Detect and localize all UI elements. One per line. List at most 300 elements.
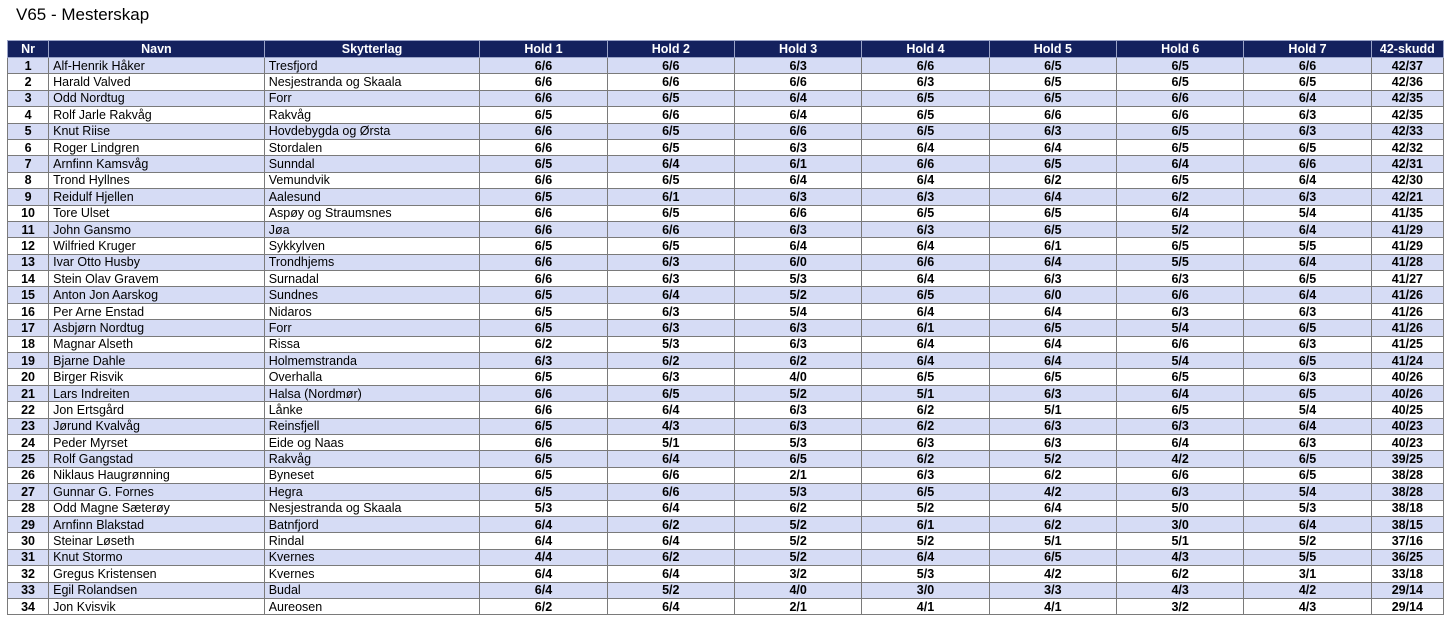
cell-hold-3: 6/3: [734, 58, 861, 74]
cell-skytterlag: Jøa: [264, 221, 480, 237]
table-row: [8, 353, 1444, 369]
cell-skytterlag: Trondhjems: [264, 254, 480, 270]
cell-hold-3: 3/2: [734, 566, 861, 582]
cell-hold-3: 6/3: [734, 320, 861, 336]
cell-nr: 26: [8, 467, 49, 483]
cell-navn: Jon Ertsgård: [49, 402, 265, 418]
cell-navn: Egil Rolandsen: [49, 582, 265, 598]
cell-hold-2: 6/5: [607, 139, 734, 155]
cell-hold-4: 6/6: [862, 254, 989, 270]
cell-hold-3: 5/3: [734, 271, 861, 287]
cell-navn: Trond Hyllnes: [49, 172, 265, 188]
cell-total: 41/29: [1371, 238, 1443, 254]
cell-hold-1: 6/6: [480, 90, 607, 106]
cell-nr: 9: [8, 189, 49, 205]
cell-hold-7: 6/5: [1244, 320, 1371, 336]
cell-hold-5: 6/4: [989, 303, 1116, 319]
cell-hold-7: 4/3: [1244, 598, 1371, 614]
cell-hold-5: 5/1: [989, 533, 1116, 549]
cell-navn: Anton Jon Aarskog: [49, 287, 265, 303]
cell-hold-1: 6/2: [480, 598, 607, 614]
cell-hold-1: 6/5: [480, 320, 607, 336]
cell-total: 41/26: [1371, 287, 1443, 303]
cell-hold-2: 6/3: [607, 271, 734, 287]
cell-hold-3: 6/4: [734, 107, 861, 123]
cell-hold-4: 6/3: [862, 467, 989, 483]
cell-hold-5: 6/3: [989, 123, 1116, 139]
cell-hold-1: 6/4: [480, 566, 607, 582]
cell-hold-1: 6/6: [480, 123, 607, 139]
cell-total: 41/35: [1371, 205, 1443, 221]
table-row: [8, 58, 1444, 74]
cell-total: 36/25: [1371, 549, 1443, 565]
cell-hold-3: 4/0: [734, 369, 861, 385]
cell-hold-6: 6/4: [1117, 434, 1244, 450]
cell-hold-1: 6/5: [480, 369, 607, 385]
cell-skytterlag: Rindal: [264, 533, 480, 549]
cell-skytterlag: Aspøy og Straumsnes: [264, 205, 480, 221]
cell-hold-6: 6/5: [1117, 172, 1244, 188]
cell-hold-2: 6/1: [607, 189, 734, 205]
cell-skytterlag: Forr: [264, 320, 480, 336]
cell-total: 41/28: [1371, 254, 1443, 270]
cell-nr: 21: [8, 385, 49, 401]
cell-skytterlag: Eide og Naas: [264, 434, 480, 450]
cell-hold-6: 6/6: [1117, 107, 1244, 123]
cell-hold-5: 5/2: [989, 451, 1116, 467]
cell-skytterlag: Budal: [264, 582, 480, 598]
cell-nr: 12: [8, 238, 49, 254]
cell-hold-7: 6/5: [1244, 271, 1371, 287]
cell-navn: Jørund Kvalvåg: [49, 418, 265, 434]
table-row: [8, 516, 1444, 532]
cell-hold-6: 5/1: [1117, 533, 1244, 549]
cell-nr: 31: [8, 549, 49, 565]
cell-navn: Birger Risvik: [49, 369, 265, 385]
cell-hold-7: 3/1: [1244, 566, 1371, 582]
cell-navn: Bjarne Dahle: [49, 353, 265, 369]
cell-hold-7: 6/5: [1244, 139, 1371, 155]
cell-navn: Asbjørn Nordtug: [49, 320, 265, 336]
cell-hold-4: 6/6: [862, 58, 989, 74]
table-row: [8, 271, 1444, 287]
cell-navn: Rolf Gangstad: [49, 451, 265, 467]
cell-hold-1: 6/6: [480, 221, 607, 237]
cell-hold-4: 6/5: [862, 123, 989, 139]
cell-hold-5: 6/0: [989, 287, 1116, 303]
cell-hold-5: 6/4: [989, 353, 1116, 369]
cell-total: 37/16: [1371, 533, 1443, 549]
cell-skytterlag: Reinsfjell: [264, 418, 480, 434]
cell-hold-1: 6/6: [480, 172, 607, 188]
cell-nr: 24: [8, 434, 49, 450]
cell-hold-7: 6/3: [1244, 189, 1371, 205]
cell-total: 40/25: [1371, 402, 1443, 418]
cell-hold-2: 6/5: [607, 123, 734, 139]
table-row: [8, 451, 1444, 467]
table-row: [8, 582, 1444, 598]
cell-hold-3: 4/0: [734, 582, 861, 598]
table-row: [8, 107, 1444, 123]
cell-navn: Jon Kvisvik: [49, 598, 265, 614]
cell-nr: 23: [8, 418, 49, 434]
cell-hold-3: 5/3: [734, 434, 861, 450]
cell-hold-2: 6/5: [607, 90, 734, 106]
cell-total: 39/25: [1371, 451, 1443, 467]
cell-hold-4: 5/2: [862, 533, 989, 549]
cell-hold-4: 6/5: [862, 90, 989, 106]
cell-hold-6: 6/3: [1117, 271, 1244, 287]
cell-hold-6: 6/3: [1117, 303, 1244, 319]
cell-hold-2: 6/6: [607, 484, 734, 500]
cell-skytterlag: Lånke: [264, 402, 480, 418]
cell-hold-6: 6/5: [1117, 402, 1244, 418]
cell-hold-1: 6/6: [480, 139, 607, 155]
cell-nr: 1: [8, 58, 49, 74]
cell-nr: 14: [8, 271, 49, 287]
cell-nr: 13: [8, 254, 49, 270]
cell-navn: Gunnar G. Fornes: [49, 484, 265, 500]
cell-hold-3: 5/2: [734, 549, 861, 565]
cell-total: 29/14: [1371, 582, 1443, 598]
cell-hold-4: 6/3: [862, 434, 989, 450]
cell-nr: 16: [8, 303, 49, 319]
cell-hold-2: 6/4: [607, 566, 734, 582]
cell-total: 42/35: [1371, 107, 1443, 123]
table-row: [8, 467, 1444, 483]
cell-hold-7: 6/5: [1244, 467, 1371, 483]
cell-skytterlag: Nesjestranda og Skaala: [264, 500, 480, 516]
cell-nr: 30: [8, 533, 49, 549]
cell-hold-7: 6/5: [1244, 74, 1371, 90]
cell-total: 42/35: [1371, 90, 1443, 106]
cell-hold-2: 6/6: [607, 221, 734, 237]
header-hold-2: Hold 2: [607, 41, 734, 58]
cell-hold-4: 5/1: [862, 385, 989, 401]
table-header: [8, 41, 1444, 58]
cell-hold-3: 6/0: [734, 254, 861, 270]
cell-hold-3: 6/4: [734, 238, 861, 254]
cell-navn: Rolf Jarle Rakvåg: [49, 107, 265, 123]
cell-hold-7: 5/4: [1244, 205, 1371, 221]
cell-hold-7: 6/3: [1244, 107, 1371, 123]
table-row: [8, 336, 1444, 352]
cell-navn: Arnfinn Kamsvåg: [49, 156, 265, 172]
cell-hold-7: 6/4: [1244, 90, 1371, 106]
cell-skytterlag: Byneset: [264, 467, 480, 483]
cell-navn: Steinar Løseth: [49, 533, 265, 549]
cell-hold-5: 6/4: [989, 500, 1116, 516]
cell-hold-4: 4/1: [862, 598, 989, 614]
cell-hold-4: 6/4: [862, 336, 989, 352]
cell-hold-7: 6/3: [1244, 434, 1371, 450]
cell-hold-1: 6/5: [480, 156, 607, 172]
header-hold-6: Hold 6: [1117, 41, 1244, 58]
cell-hold-5: 6/5: [989, 205, 1116, 221]
cell-hold-2: 6/6: [607, 58, 734, 74]
cell-hold-2: 5/3: [607, 336, 734, 352]
cell-hold-4: 6/1: [862, 320, 989, 336]
cell-navn: Per Arne Enstad: [49, 303, 265, 319]
cell-hold-5: 6/5: [989, 58, 1116, 74]
cell-hold-2: 6/4: [607, 533, 734, 549]
cell-hold-4: 6/5: [862, 107, 989, 123]
cell-hold-2: 4/3: [607, 418, 734, 434]
cell-hold-1: 6/6: [480, 434, 607, 450]
cell-total: 42/32: [1371, 139, 1443, 155]
cell-total: 42/31: [1371, 156, 1443, 172]
cell-hold-2: 6/4: [607, 402, 734, 418]
cell-skytterlag: Hovdebygda og Ørsta: [264, 123, 480, 139]
cell-navn: Wilfried Kruger: [49, 238, 265, 254]
cell-hold-7: 6/6: [1244, 58, 1371, 74]
cell-hold-3: 6/3: [734, 402, 861, 418]
cell-total: 41/27: [1371, 271, 1443, 287]
cell-hold-6: 5/4: [1117, 320, 1244, 336]
cell-nr: 17: [8, 320, 49, 336]
cell-hold-1: 6/6: [480, 205, 607, 221]
cell-hold-6: 5/5: [1117, 254, 1244, 270]
cell-hold-2: 6/3: [607, 254, 734, 270]
cell-hold-6: 6/6: [1117, 90, 1244, 106]
cell-skytterlag: Rakvåg: [264, 451, 480, 467]
cell-hold-2: 6/6: [607, 467, 734, 483]
cell-total: 41/26: [1371, 320, 1443, 336]
cell-nr: 10: [8, 205, 49, 221]
cell-hold-6: 4/3: [1117, 582, 1244, 598]
cell-hold-6: 6/3: [1117, 418, 1244, 434]
table-row: [8, 484, 1444, 500]
cell-total: 33/18: [1371, 566, 1443, 582]
cell-nr: 33: [8, 582, 49, 598]
cell-hold-5: 5/1: [989, 402, 1116, 418]
cell-hold-1: 6/6: [480, 74, 607, 90]
cell-hold-6: 6/5: [1117, 74, 1244, 90]
cell-navn: Lars Indreiten: [49, 385, 265, 401]
header-nr: Nr: [8, 41, 49, 58]
table-row: [8, 402, 1444, 418]
cell-nr: 2: [8, 74, 49, 90]
cell-hold-6: 6/4: [1117, 205, 1244, 221]
cell-hold-3: 5/4: [734, 303, 861, 319]
cell-hold-6: 6/4: [1117, 385, 1244, 401]
cell-hold-7: 5/3: [1244, 500, 1371, 516]
cell-hold-5: 6/3: [989, 418, 1116, 434]
cell-hold-6: 5/2: [1117, 221, 1244, 237]
cell-hold-7: 5/5: [1244, 238, 1371, 254]
cell-hold-2: 6/5: [607, 172, 734, 188]
cell-navn: Alf-Henrik Håker: [49, 58, 265, 74]
cell-hold-3: 6/6: [734, 205, 861, 221]
cell-hold-4: 6/4: [862, 172, 989, 188]
cell-hold-3: 6/3: [734, 418, 861, 434]
cell-hold-1: 6/4: [480, 516, 607, 532]
table-row: [8, 74, 1444, 90]
cell-hold-2: 6/4: [607, 598, 734, 614]
table-body: [8, 58, 1444, 615]
cell-hold-4: 6/4: [862, 353, 989, 369]
cell-hold-7: 5/2: [1244, 533, 1371, 549]
cell-skytterlag: Vemundvik: [264, 172, 480, 188]
cell-navn: Niklaus Haugrønning: [49, 467, 265, 483]
cell-hold-7: 6/4: [1244, 254, 1371, 270]
cell-skytterlag: Rakvåg: [264, 107, 480, 123]
cell-hold-2: 6/4: [607, 451, 734, 467]
table-row: [8, 320, 1444, 336]
cell-hold-2: 6/2: [607, 516, 734, 532]
table-row: [8, 549, 1444, 565]
cell-hold-1: 6/5: [480, 287, 607, 303]
cell-skytterlag: Kvernes: [264, 566, 480, 582]
cell-total: 40/26: [1371, 369, 1443, 385]
table-row: [8, 172, 1444, 188]
cell-hold-3: 2/1: [734, 598, 861, 614]
header-total: 42-skudd: [1371, 41, 1443, 58]
table-row: [8, 385, 1444, 401]
cell-hold-5: 6/6: [989, 107, 1116, 123]
cell-navn: Reidulf Hjellen: [49, 189, 265, 205]
cell-hold-3: 6/3: [734, 336, 861, 352]
cell-skytterlag: Halsa (Nordmør): [264, 385, 480, 401]
cell-hold-2: 6/2: [607, 353, 734, 369]
cell-hold-6: 6/6: [1117, 336, 1244, 352]
cell-hold-5: 4/2: [989, 566, 1116, 582]
header-skytterlag: Skytterlag: [264, 41, 480, 58]
cell-hold-6: 5/4: [1117, 353, 1244, 369]
header-hold-1: Hold 1: [480, 41, 607, 58]
cell-hold-6: 3/2: [1117, 598, 1244, 614]
cell-hold-3: 6/3: [734, 189, 861, 205]
cell-hold-2: 6/5: [607, 385, 734, 401]
cell-hold-5: 6/4: [989, 189, 1116, 205]
cell-hold-2: 6/2: [607, 549, 734, 565]
cell-hold-1: 6/5: [480, 418, 607, 434]
cell-hold-4: 6/5: [862, 205, 989, 221]
cell-hold-5: 6/5: [989, 369, 1116, 385]
cell-navn: Gregus Kristensen: [49, 566, 265, 582]
cell-hold-1: 6/5: [480, 238, 607, 254]
cell-hold-6: 6/3: [1117, 484, 1244, 500]
cell-hold-1: 6/5: [480, 451, 607, 467]
cell-navn: Harald Valved: [49, 74, 265, 90]
cell-total: 38/28: [1371, 467, 1443, 483]
cell-hold-3: 6/1: [734, 156, 861, 172]
cell-total: 42/30: [1371, 172, 1443, 188]
cell-hold-6: 6/2: [1117, 189, 1244, 205]
cell-hold-5: 6/3: [989, 434, 1116, 450]
cell-hold-1: 5/3: [480, 500, 607, 516]
cell-hold-6: 6/6: [1117, 287, 1244, 303]
header-hold-3: Hold 3: [734, 41, 861, 58]
table-row: [8, 139, 1444, 155]
cell-hold-7: 6/3: [1244, 336, 1371, 352]
cell-hold-5: 6/2: [989, 172, 1116, 188]
cell-hold-3: 6/6: [734, 74, 861, 90]
cell-skytterlag: Aureosen: [264, 598, 480, 614]
cell-hold-1: 6/4: [480, 533, 607, 549]
cell-hold-2: 6/5: [607, 205, 734, 221]
cell-total: 41/29: [1371, 221, 1443, 237]
cell-hold-4: 6/3: [862, 221, 989, 237]
cell-nr: 19: [8, 353, 49, 369]
cell-hold-7: 6/4: [1244, 287, 1371, 303]
cell-hold-4: 6/2: [862, 451, 989, 467]
cell-hold-1: 6/2: [480, 336, 607, 352]
table-row: [8, 238, 1444, 254]
cell-total: 40/26: [1371, 385, 1443, 401]
cell-hold-3: 6/2: [734, 500, 861, 516]
cell-total: 40/23: [1371, 434, 1443, 450]
cell-hold-1: 6/6: [480, 271, 607, 287]
cell-hold-4: 5/3: [862, 566, 989, 582]
header-hold-5: Hold 5: [989, 41, 1116, 58]
cell-hold-2: 6/6: [607, 107, 734, 123]
cell-hold-4: 6/3: [862, 74, 989, 90]
cell-hold-5: 6/5: [989, 90, 1116, 106]
cell-nr: 3: [8, 90, 49, 106]
cell-skytterlag: Surnadal: [264, 271, 480, 287]
cell-nr: 20: [8, 369, 49, 385]
table-row: [8, 533, 1444, 549]
cell-navn: Roger Lindgren: [49, 139, 265, 155]
table-row: [8, 598, 1444, 614]
cell-nr: 18: [8, 336, 49, 352]
cell-total: 41/26: [1371, 303, 1443, 319]
cell-hold-4: 6/4: [862, 303, 989, 319]
cell-hold-2: 6/4: [607, 500, 734, 516]
cell-hold-1: 6/6: [480, 58, 607, 74]
cell-hold-4: 3/0: [862, 582, 989, 598]
table-row: [8, 369, 1444, 385]
cell-hold-4: 6/5: [862, 287, 989, 303]
cell-hold-3: 6/4: [734, 90, 861, 106]
cell-hold-6: 6/5: [1117, 369, 1244, 385]
cell-hold-5: 4/2: [989, 484, 1116, 500]
cell-hold-5: 3/3: [989, 582, 1116, 598]
cell-hold-2: 6/4: [607, 156, 734, 172]
cell-hold-7: 6/3: [1244, 123, 1371, 139]
cell-hold-1: 6/3: [480, 353, 607, 369]
cell-hold-2: 6/6: [607, 74, 734, 90]
cell-hold-7: 6/3: [1244, 369, 1371, 385]
cell-total: 42/37: [1371, 58, 1443, 74]
cell-hold-4: 6/4: [862, 139, 989, 155]
table-row: [8, 303, 1444, 319]
cell-hold-7: 6/5: [1244, 353, 1371, 369]
cell-navn: Stein Olav Gravem: [49, 271, 265, 287]
table-row: [8, 434, 1444, 450]
cell-total: 38/18: [1371, 500, 1443, 516]
cell-hold-5: 6/5: [989, 549, 1116, 565]
cell-hold-7: 6/3: [1244, 303, 1371, 319]
cell-hold-1: 6/5: [480, 107, 607, 123]
cell-hold-7: 5/4: [1244, 484, 1371, 500]
cell-navn: Knut Stormo: [49, 549, 265, 565]
cell-nr: 4: [8, 107, 49, 123]
page-title: V65 - Mesterskap: [16, 5, 150, 24]
cell-total: 38/28: [1371, 484, 1443, 500]
header-row: [8, 41, 1444, 58]
cell-hold-5: 6/5: [989, 74, 1116, 90]
cell-hold-2: 5/1: [607, 434, 734, 450]
cell-hold-2: 6/5: [607, 238, 734, 254]
cell-hold-6: 6/6: [1117, 467, 1244, 483]
cell-hold-6: 6/5: [1117, 139, 1244, 155]
cell-hold-1: 6/5: [480, 303, 607, 319]
cell-hold-7: 6/5: [1244, 385, 1371, 401]
cell-total: 38/15: [1371, 516, 1443, 532]
cell-hold-7: 6/5: [1244, 451, 1371, 467]
